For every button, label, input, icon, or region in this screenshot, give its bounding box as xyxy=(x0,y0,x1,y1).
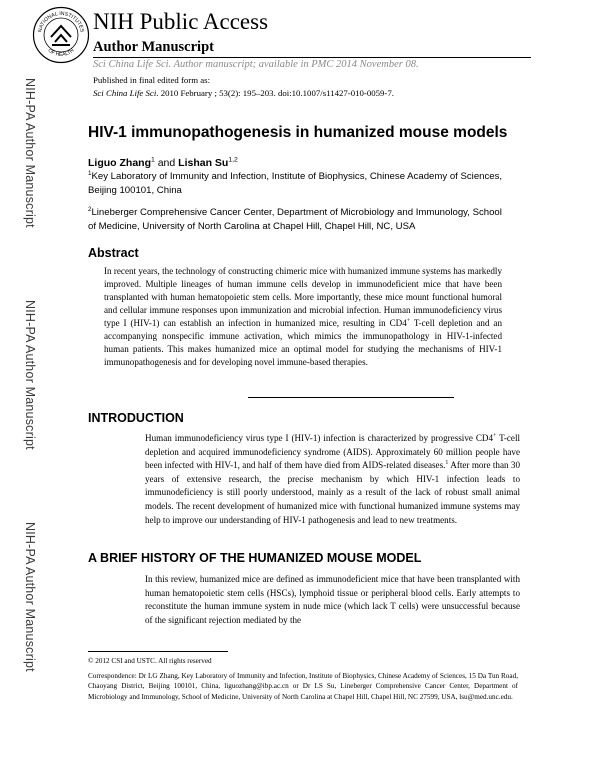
author-zhang: Liguo Zhang xyxy=(88,157,151,169)
svg-text:OF HEALTH: OF HEALTH xyxy=(46,47,76,59)
correspondence-note: Correspondence: Dr LG Zhang, Key Laboratory of Immunity and Infection, Institute of Biophysics, Chinese Academy of Sciences, 15 Da Tun Road, Chaoyang District, Beijing 100101, China, liguozhang@ibp.ac.cn or Dr LS Su, Lineberger Comprehensive Cancer Center, Department of Microbiology and Immunology, School of Medicine, University of North Carolina at Chapel Hill, Chapel Hill, NC 27599, USA, lsu@med.unc.edu. xyxy=(88,672,518,701)
introduction-body xyxy=(145,432,520,527)
abstract-heading: Abstract xyxy=(88,246,139,260)
abstract-text-b: T-cell depletion and an accompanying nonspecific immune activation, which mimics the immunopathology in HIV-1-infected human patients. This makes humanized mice an optimal model for studying the mechanisms of HIV-1 immunopathogenesis and for developing novel immune-based therapies. xyxy=(104,318,503,367)
author-list xyxy=(88,157,238,169)
intro-ref-1: 1 xyxy=(445,460,449,467)
nih-logo-icon xyxy=(32,6,90,64)
intro-text-a: Human immunodeficiency virus type I (HIV-1) infection is characterized by progressive CD4 xyxy=(145,433,494,443)
intro-text-c: After more than 30 years of extensive research, the precise mechanism by which HIV-1 infection leads to immunodeficiency is still poorly understood, mainly as a result of the lack of robust small animal models. The recent development of humanized mice with functional humanized immune systems may help to improve our understanding of HIV-1 pathogenesis and lead to new treatments. xyxy=(145,460,521,525)
author-su: Lishan Su xyxy=(178,157,229,169)
intro-text-b: T-cell depletion and acquired immunodeficiency syndrome (AIDS). Approximately 60 million people have been infected with HIV-1, and half of them have died from AIDS-related diseases. xyxy=(145,433,520,471)
article-title: HIV-1 immunopathogenesis in humanized mouse models xyxy=(88,124,508,141)
abstract-text-a: In recent years, the technology of constructing chimeric mice with humanized immune systems has markedly improved. Multiple lineages of human immune cells develop in immunodeficient mice that have been transplanted with human hematopoietic stem cells. More importantly, these mice mount functional humoral and cellular immune responses upon immunization and microbial infection. Human immunodeficiency virus type I (HIV-1) can establish an infection in humanized mice, resulting in CD4 xyxy=(104,266,502,328)
intro-sup-a: + xyxy=(493,432,497,439)
abstract-divider xyxy=(248,397,454,398)
abstract-body xyxy=(104,265,502,369)
citation-journal: Sci China Life Sci xyxy=(93,88,157,98)
affiliation-1-text: Key Laboratory of Immunity and Infection, Institute of Biophysics, Chinese Academy of Sciences, Beijing 100101, China xyxy=(88,171,503,196)
abstract-sup: + xyxy=(406,317,411,324)
author-and: and xyxy=(154,157,179,169)
author-manuscript-label: Author Manuscript xyxy=(93,39,214,55)
svg-text:NATIONAL INSTITUTES: NATIONAL INSTITUTES xyxy=(37,10,85,33)
header-divider xyxy=(93,57,531,58)
citation-details: . 2010 February ; 53(2): 195–203. doi:10.1007/s11427-010-0059-7. xyxy=(156,88,394,98)
copyright-note: © 2012 CSI and USTC. All rights reserved xyxy=(88,657,212,665)
published-label: Published in final edited form as: xyxy=(93,75,211,85)
introduction-heading: INTRODUCTION xyxy=(88,411,184,425)
author-su-affil: 1,2 xyxy=(228,156,238,164)
affiliation-1-marker: 1 xyxy=(88,169,92,177)
affiliation-2-marker: 2 xyxy=(88,205,92,213)
citation xyxy=(93,87,394,100)
side-watermark-3: NIH-PA Author Manuscript xyxy=(23,522,37,672)
footnote-divider xyxy=(88,651,228,652)
affiliation-1 xyxy=(88,170,508,198)
side-watermark-2: NIH-PA Author Manuscript xyxy=(23,300,37,450)
affiliation-2-text: Lineberger Comprehensive Cancer Center, Department of Microbiology and Immunology, School of Medicine, University of North Carolina at Chapel Hill, Chapel Hill, NC, USA xyxy=(88,207,502,232)
brief-history-heading: A BRIEF HISTORY OF THE HUMANIZED MOUSE MODEL xyxy=(88,551,422,565)
publication-info xyxy=(93,74,394,100)
author-zhang-affil: 1 xyxy=(151,156,155,164)
availability-note: Sci China Life Sci. Author manuscript; available in PMC 2014 November 08. xyxy=(93,59,419,70)
affiliation-2 xyxy=(88,206,508,234)
side-watermark-1: NIH-PA Author Manuscript xyxy=(23,78,37,228)
brief-history-body: In this review, humanized mice are defined as immunodeficient mice that have been transplanted with human hematopoietic stem cells (HSCs), lymphoid tissue or peripheral blood cells. Early attempts to reconstitute the human immune system in nude mice (which lack T cells) were unsuccessful because of the significant rejection mediated by the xyxy=(145,574,520,625)
nih-public-access-title: NIH Public Access xyxy=(93,9,269,34)
